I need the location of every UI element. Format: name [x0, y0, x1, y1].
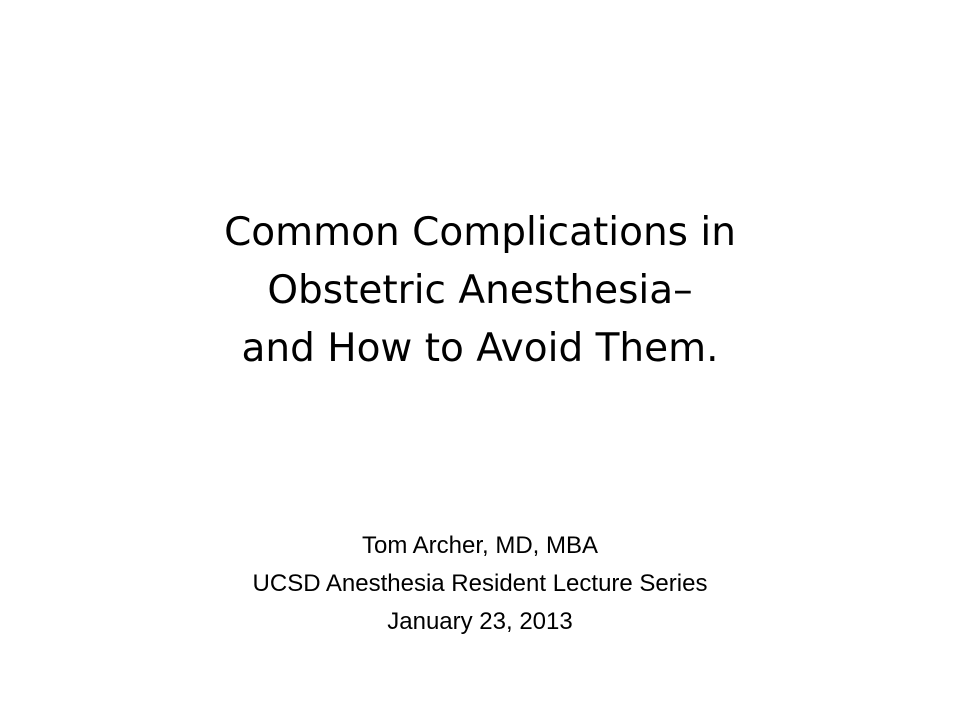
series-line: UCSD Anesthesia Resident Lecture Series — [252, 570, 708, 597]
slide-title — [60, 204, 900, 378]
author-line: Tom Archer, MD, MBA — [361, 532, 599, 559]
title-line-3: and How to Avoid Them. — [241, 326, 719, 371]
title-line-1: Common Complications in — [224, 210, 736, 255]
slide-subtitle — [60, 527, 900, 641]
date-line: January 23, 2013 — [387, 608, 573, 635]
title-line-2: Obstetric Anesthesia– — [267, 268, 693, 313]
